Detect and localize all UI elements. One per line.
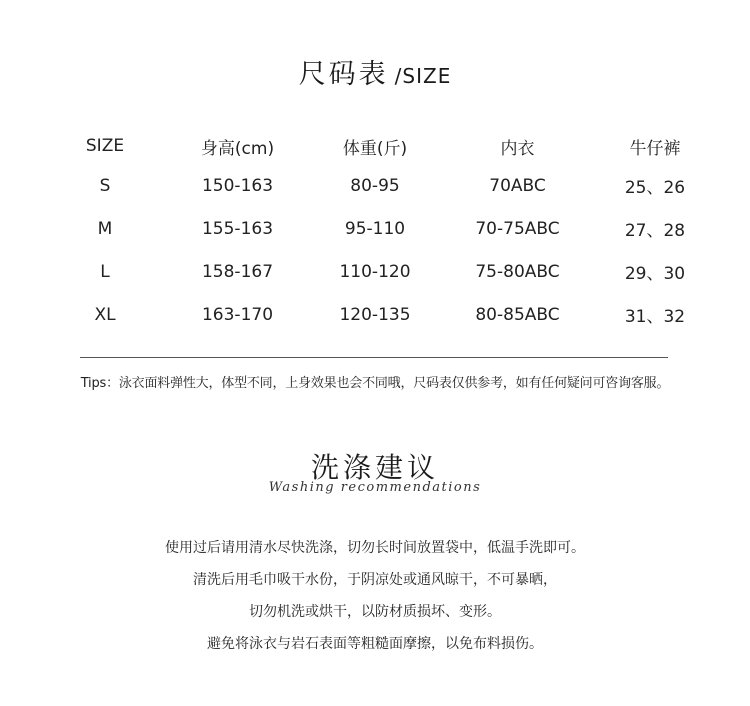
cell-height: 155-163 [201, 218, 274, 239]
size-tips: Tips：泳衣面料弹性大，体型不同，上身效果也会不同哦，尺码表仅供参考，如有任何疑问可咨询客服。 [80, 376, 670, 391]
cell-size: XL [94, 304, 116, 325]
cell-weight: 95-110 [344, 218, 406, 239]
section-divider [80, 357, 668, 358]
size-chart-title-zh: 尺码表 [298, 59, 389, 90]
cell-underwear: 75-80ABC [475, 261, 560, 282]
washing-instruction: 使用过后请用清水尽快洗涤，切勿长时间放置袋中，低温手洗即可。 [165, 540, 585, 556]
cell-height: 150-163 [201, 175, 274, 196]
washing-instruction: 避免将泳衣与岩石表面等粗糙面摩擦，以免布料损伤。 [207, 636, 543, 652]
cell-size: S [99, 175, 111, 196]
cell-jeans: 27、28 [624, 221, 686, 241]
cell-size: M [97, 218, 113, 239]
cell-jeans: 25、26 [624, 178, 686, 198]
cell-size: L [100, 261, 110, 282]
washing-title: 洗涤建议 [310, 451, 439, 484]
size-table-header-row [40, 128, 720, 164]
cell-weight: 110-120 [339, 261, 411, 282]
cell-underwear: 70ABC [489, 175, 546, 196]
washing-instructions [0, 532, 750, 660]
table-row [40, 207, 720, 250]
column-header-underwear: 内衣 [500, 138, 535, 159]
cell-underwear: 70-75ABC [475, 218, 560, 239]
column-header-jeans: 牛仔裤 [629, 138, 681, 159]
column-header-size: SIZE [85, 136, 125, 156]
washing-instruction: 清洗后用毛巾吸干水份，于阴凉处或通风晾干，不可暴晒， [193, 572, 557, 588]
column-header-weight: 体重(斤) [342, 138, 408, 159]
column-header-height: 身高(cm) [200, 138, 275, 159]
size-chart-title-en: /SIZE [394, 64, 452, 88]
cell-height: 158-167 [201, 261, 274, 282]
size-table [40, 128, 720, 336]
cell-jeans: 31、32 [624, 307, 686, 327]
cell-weight: 80-95 [350, 175, 400, 196]
cell-weight: 120-135 [339, 304, 411, 325]
table-row [40, 293, 720, 336]
table-row [40, 250, 720, 293]
washing-instruction: 切勿机洗或烘干，以防材质损坏、变形。 [249, 604, 501, 620]
cell-height: 163-170 [201, 304, 274, 325]
table-row [40, 164, 720, 207]
cell-underwear: 80-85ABC [475, 304, 560, 325]
cell-jeans: 29、30 [624, 264, 686, 284]
washing-subtitle: Washing recommendations [268, 480, 482, 495]
size-chart-title [0, 52, 750, 91]
